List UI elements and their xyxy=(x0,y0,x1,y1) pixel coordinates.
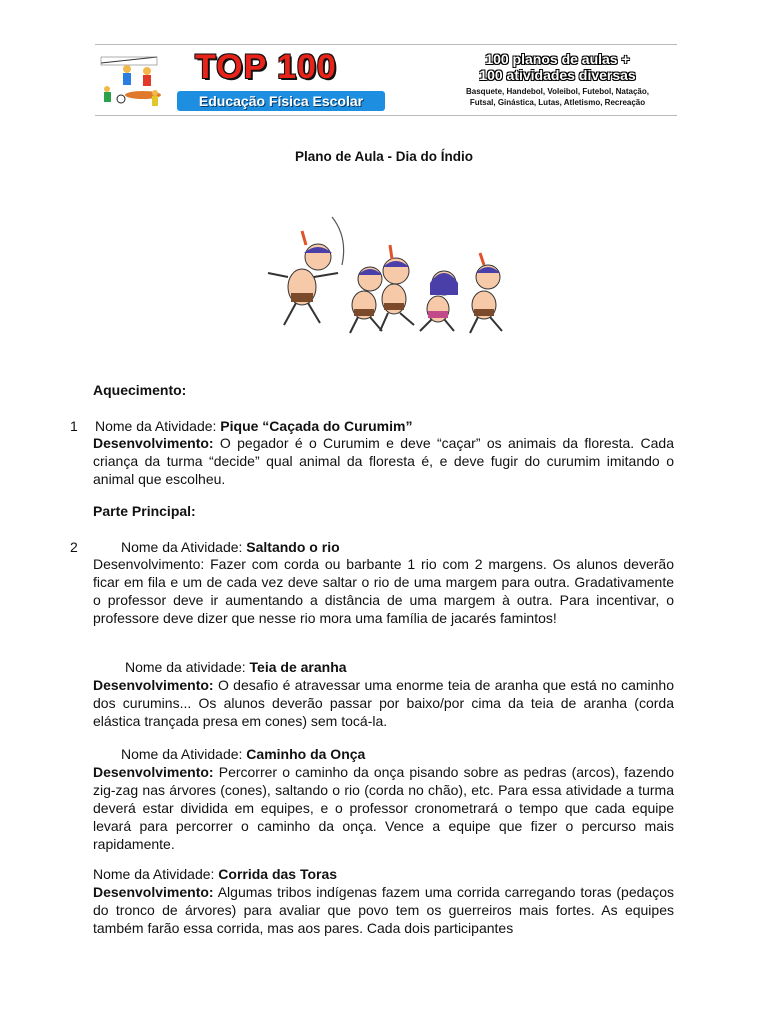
activity-description xyxy=(93,676,674,730)
activity-text: O desafio é atravessar uma enorme teia de aranha que está no caminho dos curumins... Os alunos deverão passar por baixo/por cima da teia de aranha (corda elástica trançada presa em cones) sem tocá-la. xyxy=(93,677,674,729)
activity-name: Teia de aranha xyxy=(249,659,347,675)
banner-subtitle: Educação Física Escolar xyxy=(177,91,385,111)
main-heading: Parte Principal: xyxy=(93,503,196,519)
activity-label: Nome da Atividade: xyxy=(121,746,247,762)
banner-tagline-line2: 100 atividades diversas xyxy=(479,67,636,83)
banner-tagline-line1: 100 planos de aulas + xyxy=(485,51,630,67)
activity-number: 1 xyxy=(70,418,78,434)
banner-title: TOP 100 xyxy=(195,48,337,86)
warmup-heading: Aquecimento: xyxy=(93,382,187,398)
activity-text: Percorrer o caminho da onça pisando sobre as pedras (arcos), fazendo zig-zag nas árvores (cones), saltando o rio (corda no chão), etc. Para essa atividade a turma deverá estar dividida em equipes, e o professor cronometrará o tempo que cada equipe levará para percorrer o caminho da onça. Vence a equipe que fizer o percurso mais rapidamente. xyxy=(93,764,674,852)
banner-sports-line2: Futsal, Ginástica, Lutas, Atletismo, Recreação xyxy=(469,98,646,107)
activity-label: Nome da atividade: xyxy=(125,659,250,675)
development-label: Desenvolvimento: xyxy=(93,764,214,780)
development-label: Desenvolvimento: xyxy=(93,884,214,900)
banner-sports-line1: Basquete, Handebol, Voleibol, Futebol, Natação, xyxy=(466,87,649,96)
activity-description xyxy=(93,883,674,937)
development-label: Desenvolvimento: xyxy=(93,435,214,451)
activity-name-line xyxy=(93,865,337,883)
development-label: Desenvolvimento: xyxy=(93,677,214,693)
activity-label: Nome da Atividade: xyxy=(93,866,219,882)
activity-text: Algumas tribos indígenas fazem uma corrida carregando toras (pedaços do tronco de árvores) para avaliar que povo tem os guerreiros mais fortes. As equipes também farão essa corrida, mas aos pares. Cada dois participantes xyxy=(93,884,674,936)
activity-name: Saltando o rio xyxy=(246,539,340,555)
activity-text: O pegador é o Curumim e deve “caçar” os animais da floresta. Cada criança da turma “decide” qual animal da floresta é, e deve fugir do curumim imitando o animal que escolheu. xyxy=(93,435,674,487)
page-title: Plano de Aula - Dia do Índio xyxy=(294,149,473,164)
banner-tagline xyxy=(440,51,675,108)
activity-description: Desenvolvimento: Fazer com corda ou barbante 1 rio com 2 margens. Os alunos deverão ficar em fila e um de cada vez deve saltar o rio de uma margem para outra. Gradativamente o professor deve ir aumentando a distância de uma margem à outra. Para incentivar, o professore deve dizer que nesse rio mora uma família de jacarés famintos! xyxy=(93,556,674,626)
running-kids-illustration xyxy=(258,213,514,341)
activity-name-line xyxy=(95,417,412,435)
activity-name-line xyxy=(125,658,347,676)
sports-illustration xyxy=(97,49,169,111)
activity-name: Pique “Caçada do Curumim” xyxy=(220,418,413,434)
activity-name: Corrida das Toras xyxy=(218,866,338,882)
activity-number: 2 xyxy=(70,539,78,555)
activity-name-line xyxy=(121,745,365,763)
activity-description xyxy=(93,434,674,488)
activity-label: Nome da Atividade: xyxy=(95,418,221,434)
activity-name-line xyxy=(121,538,340,556)
activity-description xyxy=(93,763,674,853)
header-banner xyxy=(95,44,677,116)
activity-label: Nome da Atividade: xyxy=(121,539,247,555)
activity-name: Caminho da Onça xyxy=(246,746,366,762)
